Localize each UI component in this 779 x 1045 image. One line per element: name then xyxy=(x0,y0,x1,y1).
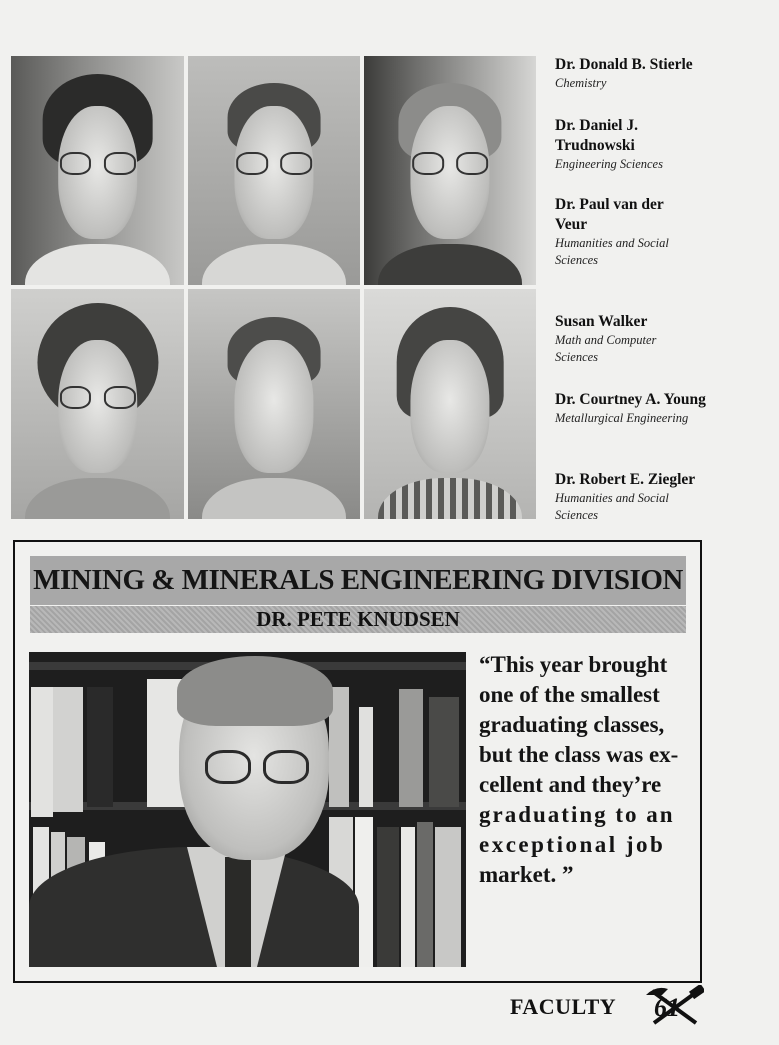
portrait-van-der-veur xyxy=(364,56,536,285)
quote-line: cellent and they’re xyxy=(479,772,662,797)
page-number-badge xyxy=(646,985,704,1025)
faculty-name: Dr. Donald B. Stierle xyxy=(555,56,693,73)
faculty-entry-trudnowski xyxy=(555,116,705,173)
faculty-name: Susan Walker xyxy=(555,313,648,330)
faculty-department: Math and Computer Sciences xyxy=(555,333,657,364)
faculty-department: Chemistry xyxy=(555,76,607,90)
portrait-walker xyxy=(11,289,184,519)
section-label: FACULTY xyxy=(510,994,617,1019)
division-head-name: DR. PETE KNUDSEN xyxy=(30,606,686,633)
portrait-trudnowski xyxy=(188,56,360,285)
division-title: MINING & MINERALS ENGINEERING DIVISION xyxy=(30,556,686,605)
faculty-entry-young xyxy=(555,390,715,427)
faculty-entry-walker xyxy=(555,312,685,366)
faculty-name: Dr. Paul van der Veur xyxy=(555,196,664,233)
portrait-ziegler xyxy=(364,289,536,519)
faculty-name: Dr. Courtney A. Young xyxy=(555,391,706,408)
division-quote xyxy=(479,650,689,890)
quote-line: but the class was ex- xyxy=(479,742,679,767)
portrait-stierle xyxy=(11,56,184,285)
faculty-name: Dr. Robert E. Ziegler xyxy=(555,471,696,488)
faculty-department: Humanities and Social Sciences xyxy=(555,236,669,267)
quote-line: exceptional job xyxy=(479,832,666,857)
faculty-name: Dr. Daniel J. Trudnowski xyxy=(555,117,638,154)
faculty-entry-stierle xyxy=(555,55,770,92)
faculty-department: Metallurgical Engineering xyxy=(555,411,689,425)
quote-line: market. ” xyxy=(479,862,574,887)
faculty-entry-van-der-veur xyxy=(555,195,695,269)
division-head-photo xyxy=(29,652,466,967)
quote-line: one of the smallest xyxy=(479,682,660,707)
portrait-young xyxy=(188,289,360,519)
faculty-department: Humanities and Social Sciences xyxy=(555,491,669,522)
quote-line: graduating classes, xyxy=(479,712,665,737)
quote-line: “This year brought xyxy=(479,652,668,677)
page-number: 61 xyxy=(654,993,680,1022)
faculty-department: Engineering Sciences xyxy=(555,157,663,171)
quote-line: graduating to an xyxy=(479,802,675,827)
faculty-entry-ziegler xyxy=(555,470,725,524)
